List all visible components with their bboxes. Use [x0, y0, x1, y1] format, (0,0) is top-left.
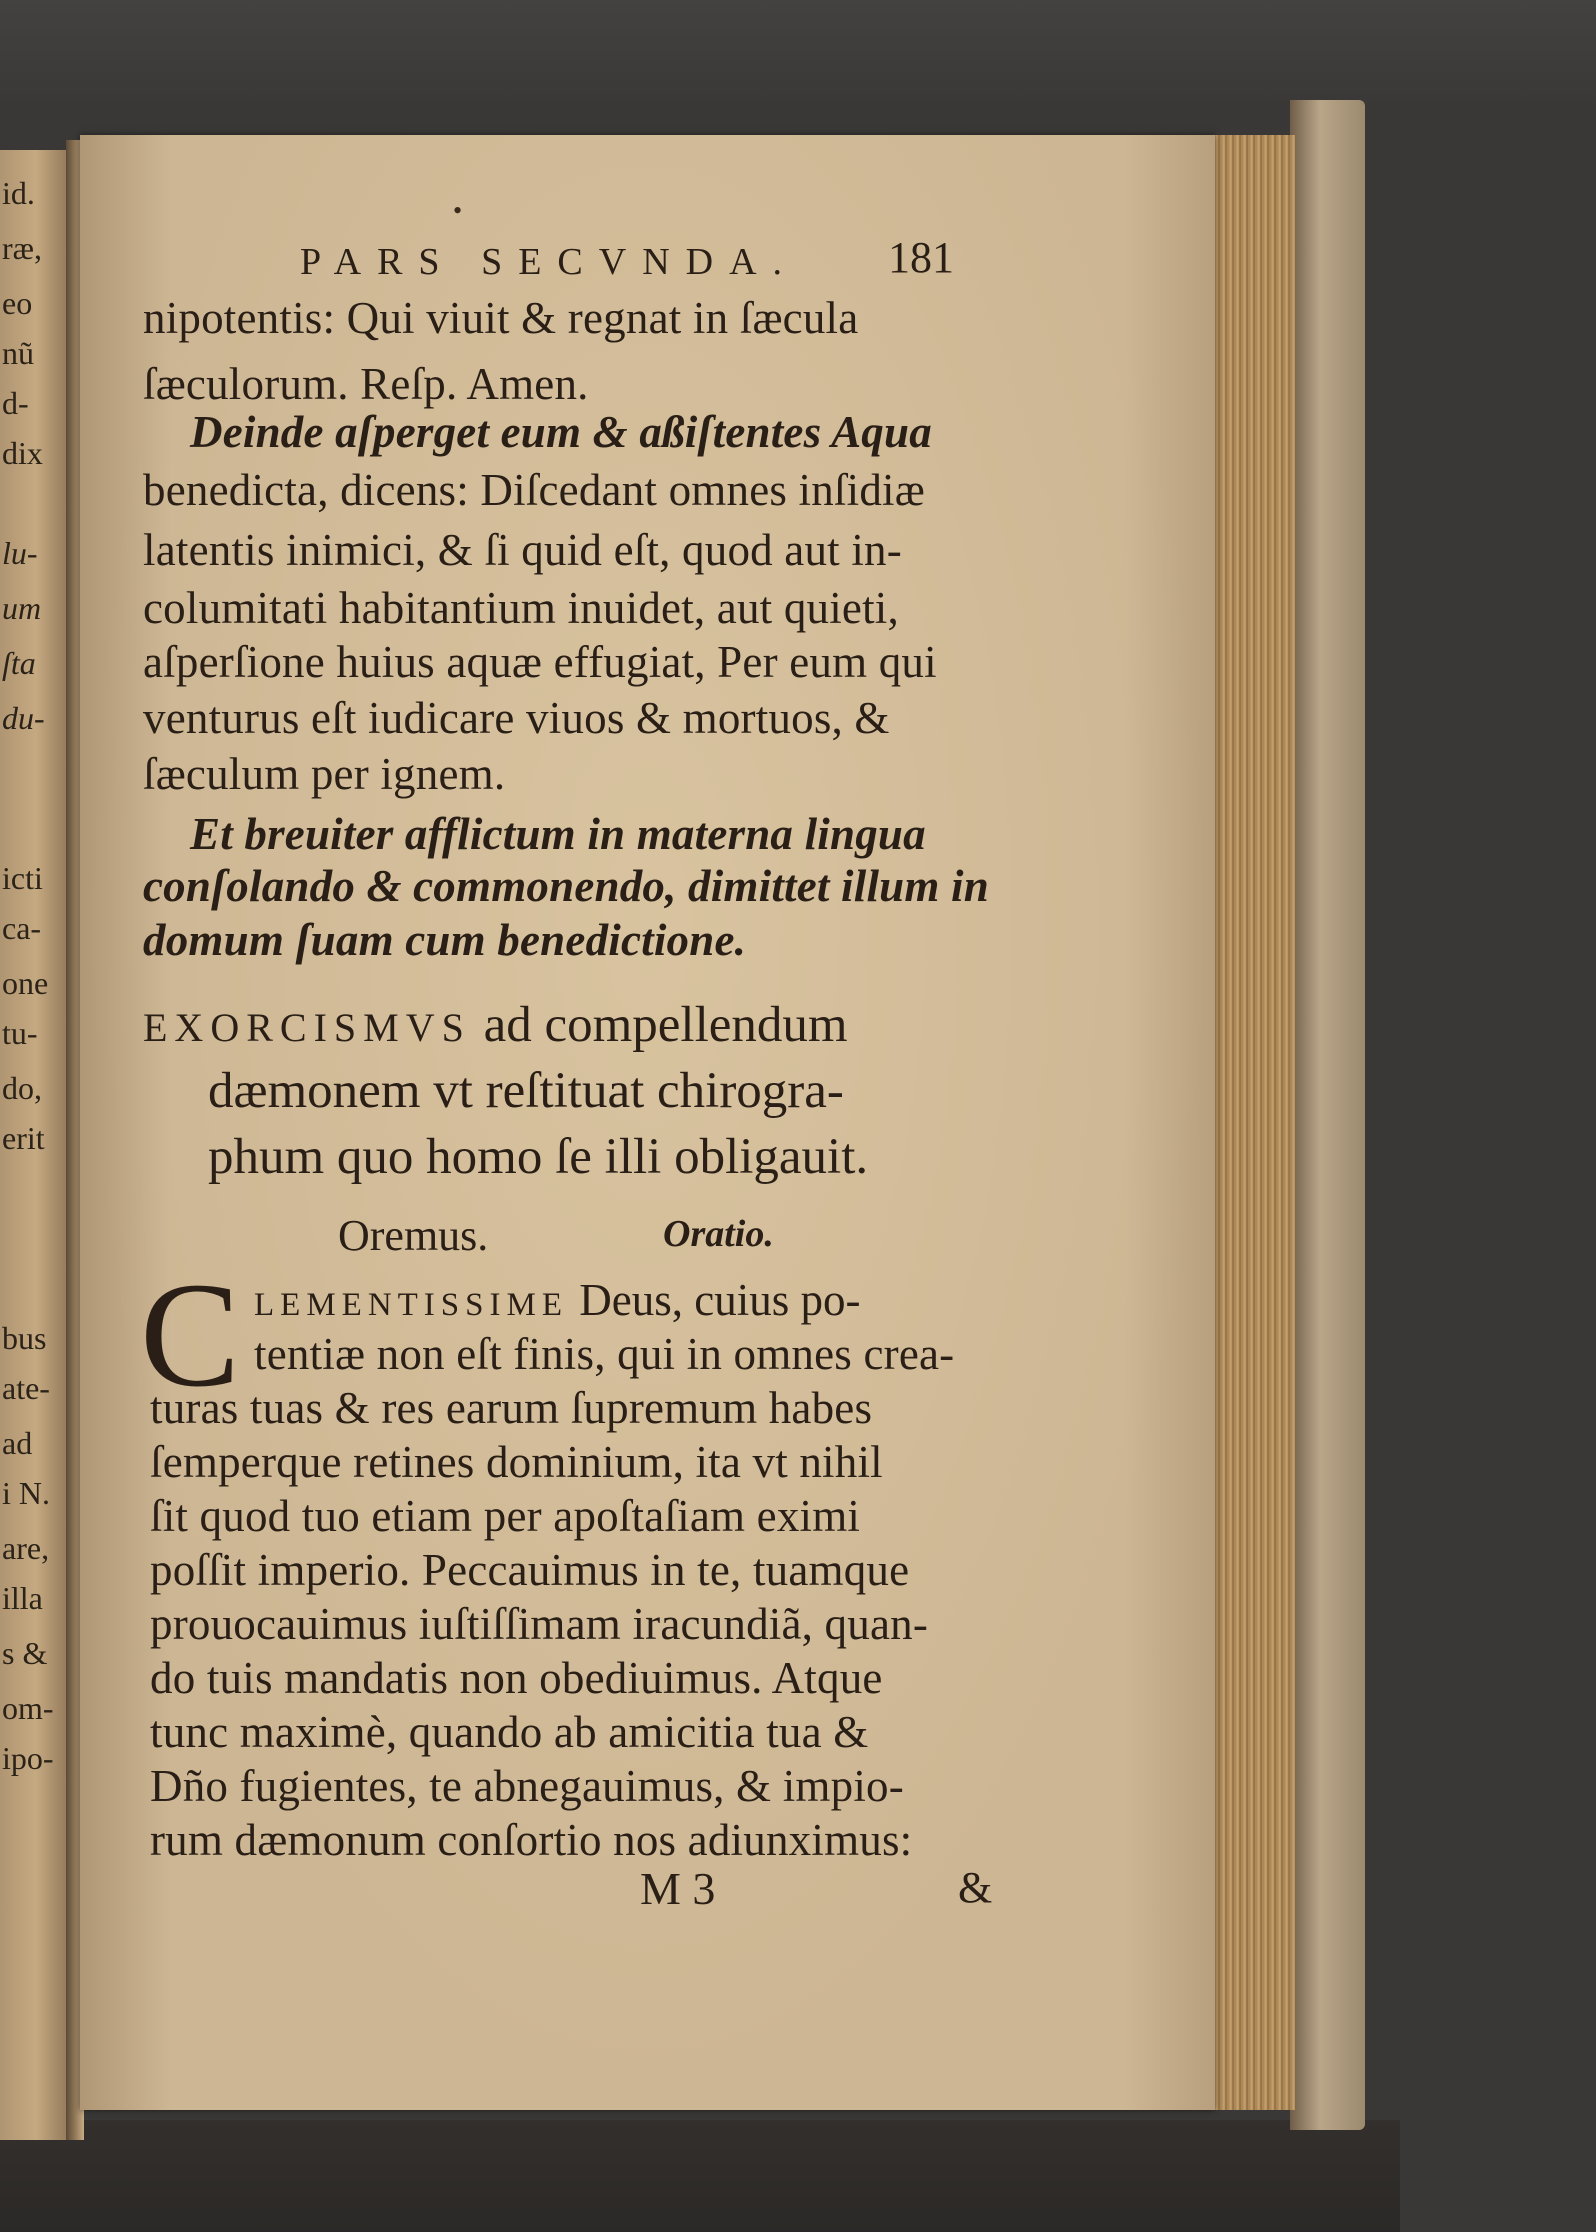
heading-line-3: phum quo homo ſe illi obligauit. — [208, 1129, 869, 1185]
left-page-fragment: one — [2, 965, 49, 1001]
body-line: venturus eſt iudicare viuos & mortuos, & — [143, 693, 890, 743]
prayer-line: ſit quod tuo etiam per apoſtaſiam eximi — [150, 1491, 861, 1541]
left-page-fragment: ad — [2, 1425, 33, 1461]
body-line: ſæculum per ignem. — [143, 749, 506, 799]
left-page-fragment: erit — [2, 1120, 45, 1156]
backdrop — [0, 0, 1596, 110]
prayer-line: rum dæmonum conſortio nos adiunximus: — [150, 1815, 913, 1865]
body-line: columitati habitantium inuidet, aut quieti, — [143, 583, 899, 633]
binding-shadow — [0, 2120, 1400, 2232]
signature-mark: M 3 — [640, 1863, 716, 1914]
left-page-fragment: ca- — [2, 910, 42, 946]
running-head: PARS SECVNDA. — [300, 241, 799, 283]
prayer-line: do tuis mandatis non obediuimus. Atque — [150, 1653, 883, 1703]
left-page-fragment: ate- — [2, 1370, 50, 1406]
prayer-first-line — [254, 1274, 860, 1326]
oremus-label: Oremus. — [338, 1211, 489, 1260]
body-line: aſperſione huius aquæ effugiat, Per eum qui — [143, 637, 937, 687]
left-page-fragment: du- — [2, 700, 45, 736]
catchword: & — [958, 1863, 993, 1912]
left-page-fragment: tu- — [2, 1015, 38, 1051]
left-page-fragment: ſta — [2, 645, 36, 681]
prayer-small-caps: LEMENTISSIME — [254, 1287, 568, 1323]
heading-small-caps: EXORCISMVS — [143, 1005, 471, 1050]
body-line: domum ſuam cum benedictione. — [143, 915, 747, 965]
book-cover-edge — [1290, 100, 1365, 2130]
body-line: ſæculorum. Reſp. Amen. — [143, 359, 589, 409]
left-page-fragment: i N. — [2, 1475, 50, 1511]
left-page-fragment: are, — [2, 1530, 50, 1566]
left-page-fragment: icti — [2, 860, 43, 896]
oratio-label: Oratio. — [663, 1213, 774, 1255]
body-line: Deinde aſperget eum & aßiſtentes Aqua — [190, 407, 932, 457]
left-page-fragment: ræ, — [2, 230, 42, 266]
left-page-fragment: dix — [2, 435, 43, 471]
left-page-fragment: illa — [2, 1580, 43, 1616]
left-page-fragment: eo — [2, 285, 33, 321]
prayer-line: turas tuas & res earum ſupremum habes — [150, 1383, 873, 1433]
heading-line-2: dæmonem vt reſtituat chirogra- — [208, 1063, 844, 1119]
left-page-fragment: lu- — [2, 535, 38, 571]
prayer-line: tentiæ non eſt finis, qui in omnes crea- — [254, 1329, 955, 1379]
left-page-fragment: um — [2, 590, 42, 626]
prayer-line: tunc maximè, quando ab amicitia tua & — [150, 1707, 869, 1757]
left-page-fragment: nũ — [2, 335, 34, 371]
left-page-fragment: ipo- — [2, 1740, 54, 1776]
heading-line-1-rest: ad compellendum — [483, 997, 848, 1053]
left-page-fragment: id. — [2, 175, 35, 211]
left-page-fragment: s & — [2, 1635, 48, 1671]
prayer-line: ſemperque retines dominium, ita vt nihil — [150, 1437, 883, 1487]
body-line: benedicta, dicens: Diſcedant omnes inſidiæ — [143, 465, 925, 515]
page-number: 181 — [888, 233, 954, 282]
body-line: nipotentis: Qui viuit & regnat in ſæcula — [143, 293, 859, 343]
body-line: Et breuiter afflictum in materna lingua — [190, 809, 926, 859]
left-facing-page — [0, 150, 72, 2140]
body-line: conſolando & commonendo, dimittet illum in — [143, 861, 989, 911]
drop-cap-initial: C — [140, 1252, 241, 1418]
left-page-fragment: om- — [2, 1690, 54, 1726]
left-page-fragment: bus — [2, 1320, 47, 1356]
prayer-line: poſſit imperio. Peccauimus in te, tuamque — [150, 1545, 910, 1595]
left-page-fragment: d- — [2, 385, 29, 421]
printer-ornament: • — [453, 196, 463, 225]
prayer-line: prouocauimus iuſtiſſimam iracundiã, quan- — [150, 1599, 929, 1649]
body-line: latentis inimici, & ſi quid eſt, quod aut in- — [143, 525, 902, 575]
left-page-fragment: do, — [2, 1070, 42, 1106]
prayer-line: Dño fugientes, te abnegauimus, & impio- — [150, 1761, 904, 1811]
heading-line-1 — [143, 996, 848, 1054]
prayer-first-rest: Deus, cuius po- — [579, 1275, 861, 1325]
